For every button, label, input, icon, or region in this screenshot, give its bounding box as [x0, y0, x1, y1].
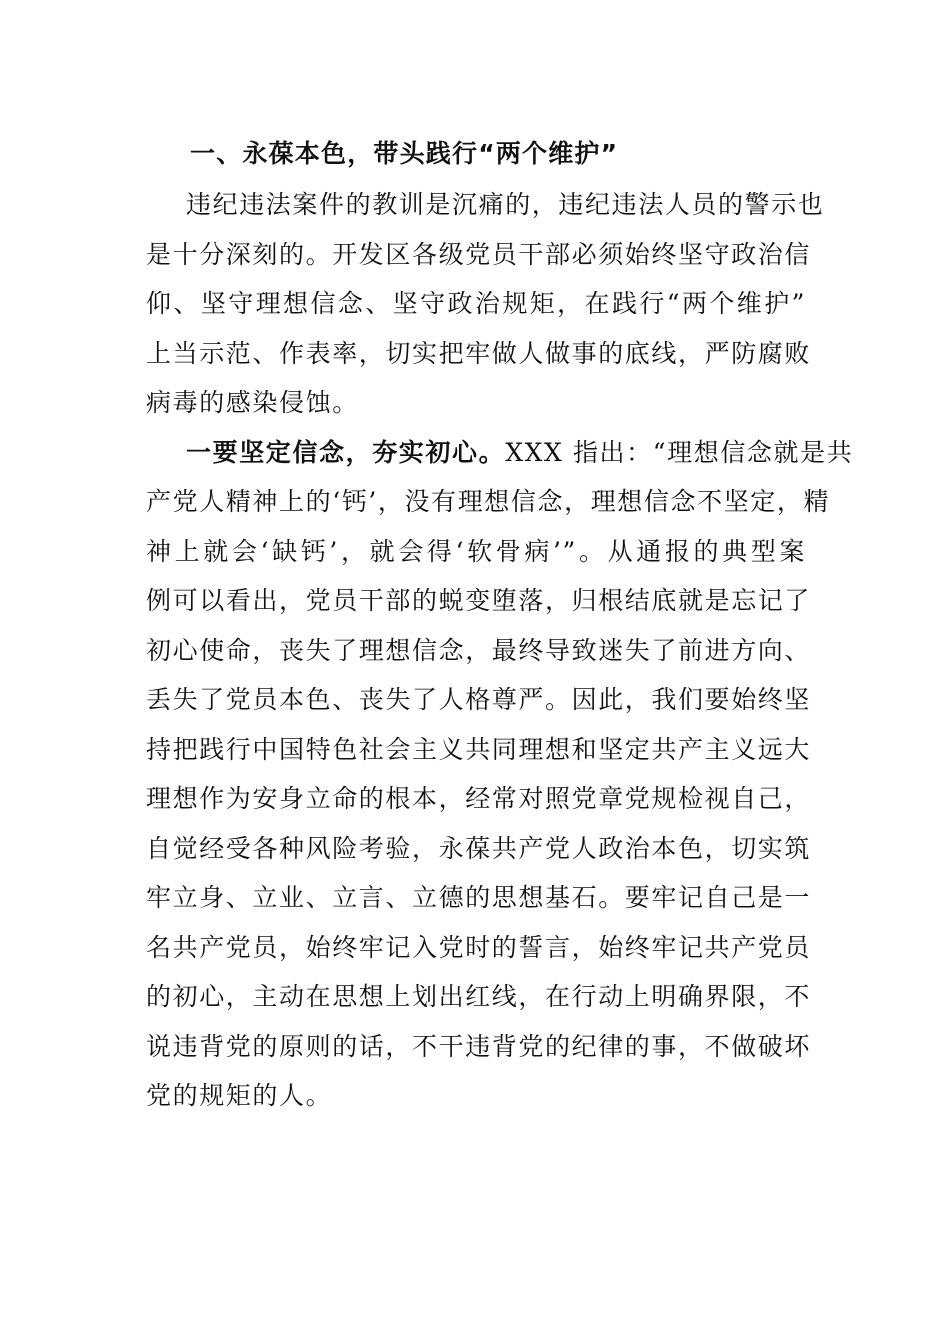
paragraph-line: 违纪违法案件的教训是沉痛的，违纪违法人员的警示也: [186, 190, 825, 219]
paragraph-line: 自觉经受各种风险考验，永葆共产党人政治本色，切实筑: [146, 833, 812, 863]
paragraph-lead-sentence: 一要坚定信念，夯实初心。: [186, 437, 506, 467]
paragraph-line: [146, 428, 854, 478]
paragraph-line: 的初心，主动在思想上划出红线，在行动上明确界限，不: [146, 982, 812, 1011]
paragraph-line-text: XXX 指出：“理想信念就是共: [505, 437, 854, 467]
paragraph-1: [146, 180, 825, 428]
paragraph-line: 理想作为安身立命的根本，经常对照党章党规检视自己，: [146, 784, 812, 813]
paragraph-line: 上当示范、作表率，切实把牢做人做事的底线，严防腐败: [146, 338, 812, 368]
paragraph-line: 丢失了党员本色、丧失了人格尊严。因此，我们要始终坚: [146, 685, 812, 714]
paragraph-line: 说违背党的原则的话，不干违背党的纪律的事，不做破坏: [146, 1031, 812, 1061]
paragraph-line: 神上就会‘缺钙’，就会得‘软骨病’”。从通报的典型案: [146, 536, 806, 566]
paragraph-line: 持把践行中国特色社会主义共同理想和坚定共产主义远大: [146, 734, 812, 764]
paragraph-line: 牢立身、立业、立言、立德的思想基石。要牢记自己是一: [146, 883, 812, 912]
paragraph-line: 病毒的感染侵蚀。: [146, 388, 359, 417]
paragraph-2: [146, 428, 854, 1121]
paragraph-line: 党的规矩的人。: [146, 1081, 333, 1110]
paragraph-line: 例可以看出，党员干部的蜕变堕落，归根结底就是忘记了: [146, 586, 812, 615]
section-heading: 一、永葆本色，带头践行“两个维护”: [190, 139, 619, 168]
paragraph-line: 初心使命，丧失了理想信念，最终导致迷失了前进方向、: [146, 635, 812, 665]
document-body: [146, 128, 854, 1121]
paragraph-line: 仰、坚守理想信念、坚守政治规矩，在践行“两个维护”: [146, 289, 806, 318]
paragraph-line: 名共产党员，始终牢记入党时的誓言，始终牢记共产党员: [146, 932, 812, 962]
paragraph-line: 是十分深刻的。开发区各级党员干部必须始终坚守政治信: [146, 239, 812, 269]
paragraph-line: 产党人精神上的‘钙’，没有理想信念，理想信念不坚定，精: [146, 487, 831, 516]
